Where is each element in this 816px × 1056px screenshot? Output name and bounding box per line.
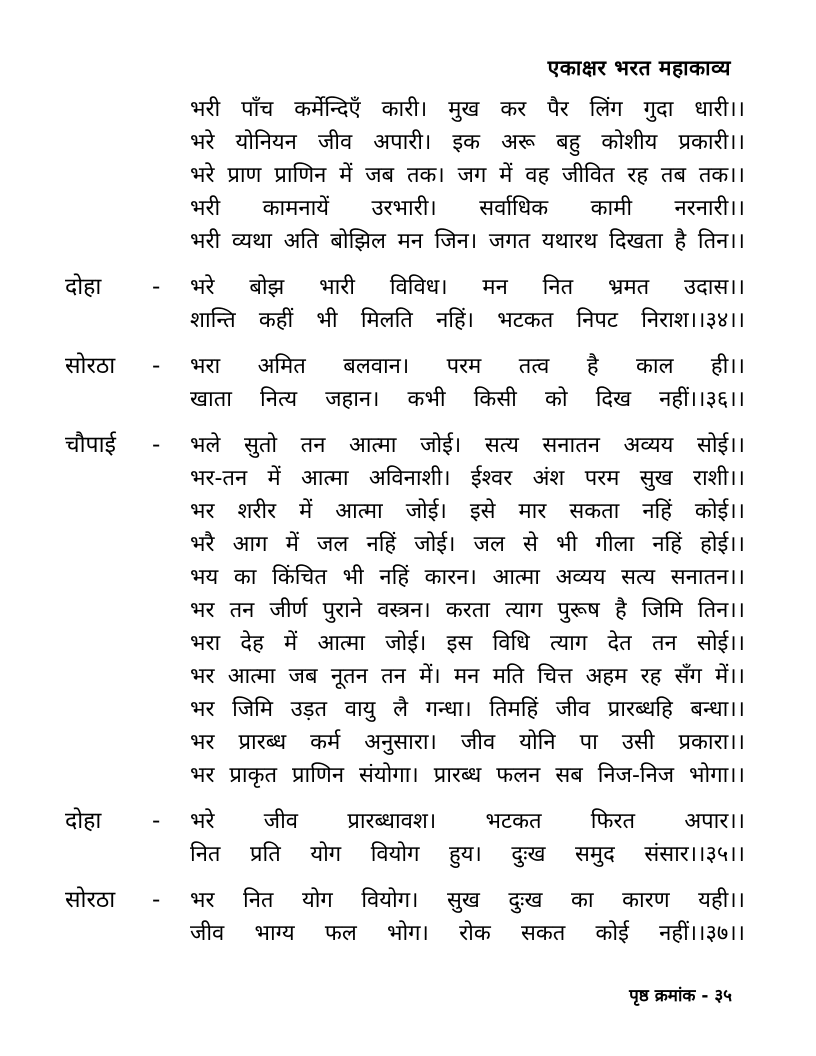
verse-line: शान्ति कहीं भी मिलति नहिं। भटकत निपट निराश।।३४।। (190, 308, 745, 333)
verse-line: भरे बोझ भारी विविध। मन नित भ्रमत उदास।। (190, 275, 745, 300)
verse-lines (190, 93, 745, 258)
verse-line: भरै आग में जल नहिं जोई। जल से भी गीला नहिं होई।। (190, 532, 745, 557)
verse-line: भर प्राकृत प्राणिन संयोगा। प्रारब्ध फलन सब निज-निज भोगा।। (190, 763, 745, 788)
verse-line: भरी व्यथा अति बोझिल मन जिन। जगत यथारथ दिखता है तिन।। (190, 229, 745, 254)
verse-line: भर नित योग वियोग। सुख दुःख का कारण यही।। (190, 888, 745, 913)
verse-line: भरी कामनायें उरभारी। सर्वाधिक कामी नरनारी।। (190, 196, 745, 221)
verse-line: भरे योनियन जीव अपारी। इक अरू बहु कोशीय प्रकारी।। (190, 130, 745, 155)
verse-block-chaupai (65, 429, 745, 792)
verse-line: भर आत्मा जब नूतन तन में। मन मति चित्त अहम रह सँग में।। (190, 664, 745, 689)
verse-line: भरे जीव प्रारब्धावश। भटकत फिरत अपार।। (190, 809, 745, 834)
verse-line: भर तन जीर्ण पुराने वस्त्रन। करता त्याग पुरूष है जिमि तिन।। (190, 598, 745, 623)
verse-block-doha-34 (65, 271, 745, 337)
verse-line: भर-तन में आत्मा अविनाशी। ईश्वर अंश परम सुख राशी।। (190, 466, 745, 491)
verse-line: नित प्रति योग वियोग हुय। दुःख समुद संसार।।३५।। (190, 842, 745, 867)
verse-label: सोरठा (65, 353, 116, 379)
verse-line: भरा अमित बलवान। परम तत्व है काल ही।। (190, 354, 745, 379)
verse-dash: - (152, 432, 161, 458)
verse-lines (190, 429, 745, 792)
verse-line: भले सुतो तन आत्मा जोई। सत्य सनातन अव्यय सोई।। (190, 433, 745, 458)
page-number-label: पृष्ठ क्रमांक - ३५ (629, 986, 732, 1006)
page-header-title: एकाक्षर भरत महाकाव्य (547, 56, 731, 80)
verse-label: दोहा (65, 274, 102, 300)
page-content (65, 55, 745, 950)
verse-lines (190, 884, 745, 950)
verse-lines (190, 805, 745, 871)
verse-line: भर प्रारब्ध कर्म अनुसारा। जीव योनि पा उसी प्रकारा।। (190, 730, 745, 755)
verse-block-continuation (65, 93, 745, 258)
verse-block-sortha-37 (65, 884, 745, 950)
verse-line: भय का किंचित भी नहिं कारन। आत्मा अव्यय सत्य सनातन।। (190, 565, 745, 590)
verse-line: भर शरीर में आत्मा जोई। इसे मार सकता नहिं कोई।। (190, 499, 745, 524)
verse-line: खाता नित्य जहान। कभी किसी को दिख नहीं।।३६।। (190, 387, 745, 412)
verse-dash: - (152, 353, 161, 379)
verse-dash: - (152, 808, 161, 834)
verse-lines (190, 271, 745, 337)
verse-block-sortha-36 (65, 350, 745, 416)
verse-line: भरा देह में आत्मा जोई। इस विधि त्याग देत तन सोई।। (190, 631, 745, 656)
verse-lines (190, 350, 745, 416)
verse-label: चौपाई (65, 432, 116, 458)
verse-line: जीव भाग्य फल भोग। रोक सकत कोई नहीं।।३७।। (190, 921, 745, 946)
verse-line: भरी पाँच कर्मेन्दिएँ कारी। मुख कर पैर लिंग गुदा धारी।। (190, 97, 745, 122)
verse-line: भर जिमि उड़त वायु लै गन्धा। तिमहिं जीव प्रारब्धहि बन्धा।। (190, 697, 745, 722)
verse-label: सोरठा (65, 887, 116, 913)
verse-label: दोहा (65, 808, 102, 834)
verse-block-doha-35 (65, 805, 745, 871)
verse-line: भरे प्राण प्राणिन में जब तक। जग में वह जीवित रह तब तक।। (190, 163, 745, 188)
verse-dash: - (152, 274, 161, 300)
verse-dash: - (152, 887, 161, 913)
